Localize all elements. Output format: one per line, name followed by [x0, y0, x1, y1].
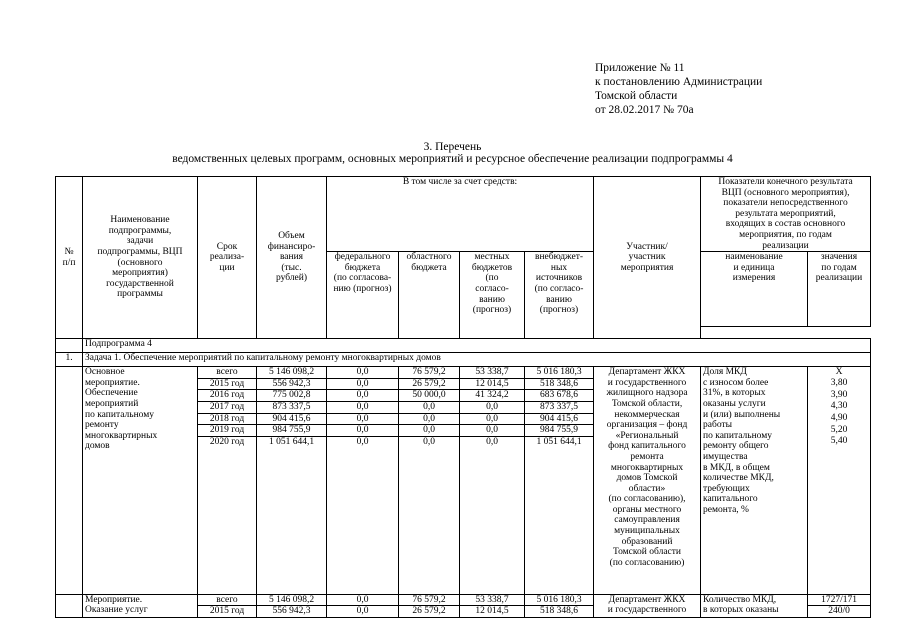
document-subtitle: ведомственных целевых программ, основных мероприятий и ресурсное обеспечение реализации подпрограммы 4 — [172, 153, 733, 165]
task-num: 1. — [56, 353, 83, 367]
header-num: № п/п — [56, 177, 83, 339]
header-period: Срок реализа- ции — [198, 177, 257, 339]
table-row: Основное мероприятие. Обеспечение мероприятий по капитальному ремонту многоквартирных домов всего 5 146 098,2 0,0 76 579,2 53 338,7 5 016 180,3 Департамент ЖКХ и государственного жилищного надзора Томской области, некоммерческая организация – фонд «Региональный фонд капитального ремонта многоквартирных домов Томской области» (по согласованию), органы местного самоуправления муниципальных образований Томской области (по согласованию) Доля МКД с износом более 31%, в которых оказаны услуги и (или) выполнены работы по капитальному ремонту общего имущества в МКД, в общем количестве МКД, требующих капитального ремонта, % Х — [56, 367, 871, 379]
task-row — [56, 353, 871, 367]
table-row: Мероприятие. Оказание услуг всего 5 146 098,2 0,0 76 579,2 53 338,7 5 016 180,3 Департамент ЖКХ и государственного Количество МКД, в которых оказаны 1727/171 — [56, 594, 871, 606]
table-row: 2019 год 984 755,9 0,0 0,0 0,0 984 755,9 5,20 — [56, 425, 871, 437]
table-row: 2020 год 1 051 644,1 0,0 0,0 0,0 1 051 644,1 5,40 — [56, 436, 871, 594]
header-local: местных бюджетов (по согласо- ванию (прогноз) — [460, 252, 525, 339]
document-title: 3. Перечень — [423, 141, 482, 153]
table-row: 2015 год 556 942,3 0,0 26 579,2 12 014,5 518 348,6 3,80 — [56, 378, 871, 390]
appendix-line: Томской области — [595, 90, 678, 102]
table-row: 2015 год 556 942,3 0,0 26 579,2 12 014,5 518 348,6 240/0 — [56, 606, 871, 618]
header-ind-values: значения по годам реализации — [808, 252, 871, 327]
table-row: 2017 год 873 337,5 0,0 0,0 0,0 873 337,5 4,30 — [56, 401, 871, 413]
main-activity-indicator: Доля МКД с износом более 31%, в которых оказаны услуги и (или) выполнены работы по капитальному ремонту общего имущества в МКД, в общем количестве МКД, требующих капитального ремонта, % — [701, 367, 808, 595]
header-ind-name: наименование и единица измерения — [701, 252, 808, 327]
main-activity-name: Основное мероприятие. Обеспечение мероприятий по капитальному ремонту многоквартирных домов — [83, 367, 198, 595]
table-row: 2016 год 775 002,8 0,0 50 000,0 41 324,2 683 678,6 3,90 — [56, 390, 871, 402]
appendix-line: от 28.02.2017 № 70а — [595, 104, 694, 116]
activity-indicator: Количество МКД, в которых оказаны — [701, 594, 808, 617]
table-row: 2018 год 904 415,6 0,0 0,0 0,0 904 415,6 4,90 — [56, 413, 871, 425]
header-offbudget: внебюджет- ных источников (по согласо- ванию (прогноз) — [525, 252, 594, 339]
subprogram-row — [56, 339, 871, 353]
appendix-block — [595, 61, 762, 117]
appendix-line: Приложение № 11 — [595, 62, 685, 74]
program-table — [55, 176, 871, 618]
header-participant: Участник/ участник мероприятия — [594, 177, 701, 339]
main-activity-participant: Департамент ЖКХ и государственного жилищного надзора Томской области, некоммерческая организация – фонд «Региональный фонд капитального ремонта многоквартирных домов Томской области» (по согласованию), органы местного самоуправления муниципальных образований Томской области (по согласованию) — [594, 367, 701, 595]
header-federal: федерального бюджета (по согласова- нию (прогноз) — [327, 252, 399, 339]
activity-name: Мероприятие. Оказание услуг — [83, 594, 198, 617]
header-regional: областного бюджета — [399, 252, 460, 339]
appendix-line: к постановлению Администрации — [595, 76, 763, 88]
header-indicators: Показатели конечного результата ВЦП (основного мероприятия), показатели непосредственного результата мероприятий, входящих в состав основного мероприятия, по годам реализации — [701, 177, 871, 252]
subprogram-label: Подпрограмма 4 — [83, 339, 871, 353]
header-volume: Объем финансиро- вания (тыс. рублей) — [257, 177, 327, 339]
activity-participant: Департамент ЖКХ и государственного — [594, 594, 701, 617]
task-text: Задача 1. Обеспечение мероприятий по капитальному ремонту многоквартирных домов — [83, 353, 871, 367]
header-name: Наименование подпрограммы, задачи подпрограммы, ВЦП (основного мероприятия) государственной программы — [83, 177, 198, 339]
header-including: В том числе за счет средств: — [327, 177, 594, 252]
